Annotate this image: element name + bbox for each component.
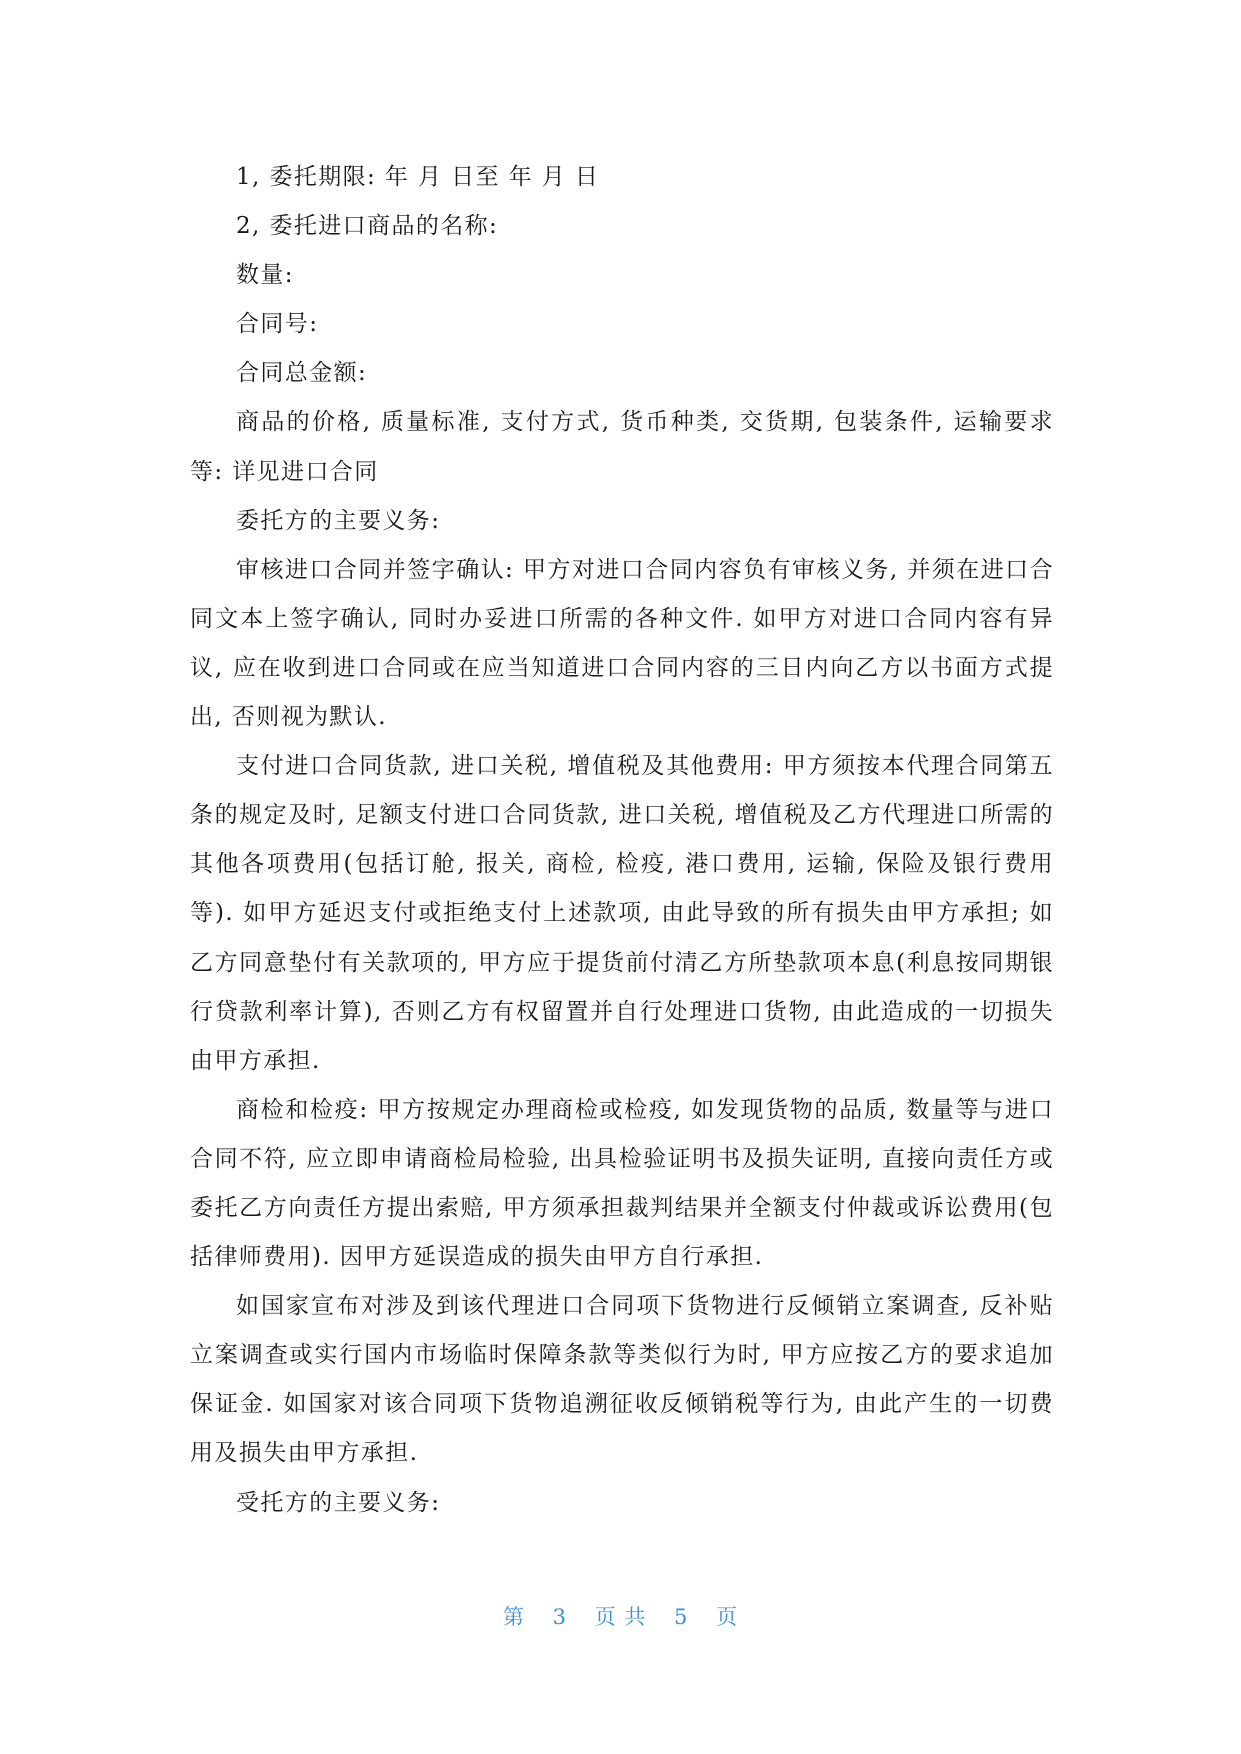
paragraph-review-contract: 审核进口合同并签字确认: 甲方对进口合同内容负有审核义务, 并须在进口合同文本上签字确认, 同时办妥进口所需的各种文件. 如甲方对进口合同内容有异议, 应在收到进口合同或在应当知道进口合同内容的三日内向乙方以书面方式提出, 否则视为默认. xyxy=(190,556,1054,731)
paragraph-inspection: 商检和检疫: 甲方按规定办理商检或检疫, 如发现货物的品质, 数量等与进口合同不符, 应立即申请商检局检验, 出具检验证明书及损失证明, 直接向责任方或委托乙方向责任方提出索赔, 甲方须承担裁判结果并全额支付仲裁或诉讼费用(包括律师费用). 因甲方延误造成的损失由甲方自行承担. xyxy=(190,1096,1054,1271)
paragraph-quantity: 数量: xyxy=(236,262,294,289)
page-footer xyxy=(0,1601,1241,1631)
paragraph-contract-number: 合同号: xyxy=(236,311,319,338)
paragraph-goods-name: 2, 委托进口商品的名称: xyxy=(236,213,499,240)
paragraph-principal-obligations-heading: 委托方的主要义务: xyxy=(236,507,441,534)
footer-prefix: 第 xyxy=(502,1605,525,1629)
paragraph-anti-dumping: 如国家宣布对涉及到该代理进口合同项下货物进行反倾销立案调查, 反补贴立案调查或实行国内市场临时保障条款等类似行为时, 甲方应按乙方的要求追加保证金. 如国家对该合同项下货物追溯征收反倾销税等行为, 由此产生的一切费用及损失由甲方承担. xyxy=(190,1293,1054,1467)
document-body xyxy=(190,153,1054,1528)
paragraph-entrust-period: 1, 委托期限: 年 月 日至 年 月 日 xyxy=(236,164,600,190)
paragraph-agent-obligations-heading: 受托方的主要义务: xyxy=(236,1489,441,1516)
footer-current-page: 3 xyxy=(552,1605,567,1629)
paragraph-payment: 支付进口合同货款, 进口关税, 增值税及其他费用: 甲方须按本代理合同第五条的规定及时, 足额支付进口合同货款, 进口关税, 增值税及乙方代理进口所需的其他各项费用(包括订舱, 报关, 商检, 检疫, 港口费用, 运输, 保险及银行费用等). 如甲方延迟支付或拒绝支付上述款项, 由此导致的所有损失由甲方承担; 如乙方同意垫付有关款项的, 甲方应于提货前付清乙方所垫款项本息(利息按同期银行贷款利率计算), 否则乙方有权留置并自行处理进口货物, 由此造成的一切损失由甲方承担. xyxy=(190,753,1054,1074)
paragraph-goods-terms: 商品的价格, 质量标准, 支付方式, 货币种类, 交货期, 包装条件, 运输要求等: 详见进口合同 xyxy=(190,409,1054,485)
footer-suffix: 页 xyxy=(716,1605,739,1629)
footer-middle: 页 共 xyxy=(594,1605,647,1629)
paragraph-contract-amount: 合同总金额: xyxy=(236,360,368,387)
footer-total-pages: 5 xyxy=(674,1605,689,1629)
